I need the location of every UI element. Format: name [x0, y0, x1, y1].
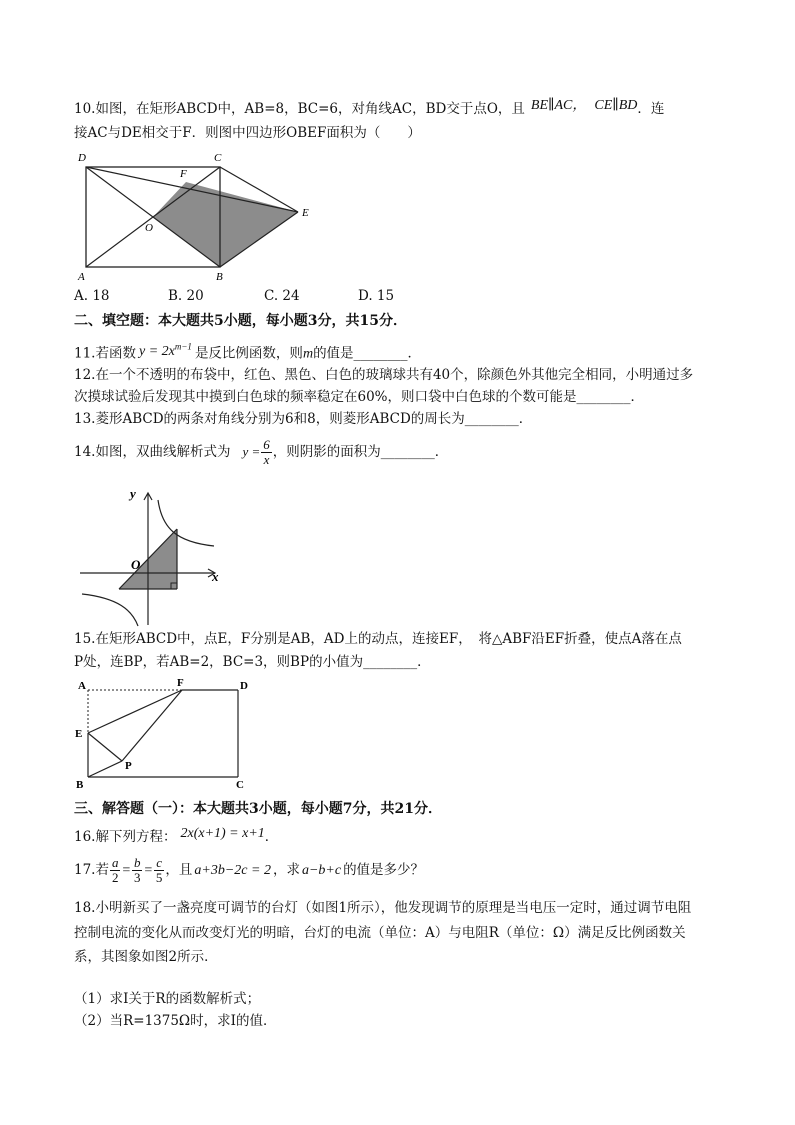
q17-frac2-num: b: [133, 855, 141, 870]
q10-option-c: C. 24: [264, 288, 300, 304]
q15-label-c: C: [236, 779, 244, 791]
q12-line1: 12.在一个不透明的布袋中，红色、黑色、白色的玻璃球共有40个，除颜色外其他完全相同，小明通过多: [74, 367, 694, 383]
q18-line2: 控制电流的变化从而改变灯光的明暗，台灯的电流（单位：A）与电阻R（单位：Ω）满足反比例函数关: [74, 925, 686, 941]
q10-text: 10.如图，在矩形ABCD中，AB=8，BC=6，对角线AC，BD交于点O，且: [74, 101, 525, 117]
q17-line: 17.若 $\frac{a}{2}$ = $\frac{b}{3}$ = $\frac{c}{5}$ ，且 a+3b−2c = 2 ，求 a−b+c 的值是多少？: [74, 855, 425, 885]
q14-hyperbola-lower: [82, 594, 138, 626]
q10-option-a: A. 18: [74, 288, 110, 304]
q15-label-a: A: [78, 680, 86, 692]
q10-label-a: A: [78, 271, 85, 283]
q11-m: m: [302, 346, 314, 362]
q17-text-4: 的值是多少？: [343, 862, 425, 878]
q16-text: 16.解下列方程：: [74, 829, 177, 845]
q10-line2: 接AC与DE相交于F．则图中四边形OBEF面积为（ ）: [74, 125, 421, 141]
q15-line2: P处，连BP，若AB=2，BC=3，则BP的小值为________．: [74, 654, 431, 670]
q17-expression: a−b+c: [301, 863, 342, 878]
q14-label-x: x: [212, 569, 219, 584]
q18-line1: 18.小明新买了一盏亮度可调节的台灯（如图1所示），他发现调节的原理是当电压一定时，通过调节电阻: [74, 900, 692, 916]
q12-line2: 次摸球试验后发现其中摸到白色球的频率稳定在60%，则口袋中白色球的个数可能是________．: [74, 389, 645, 405]
q17-frac1-den: 2: [111, 870, 119, 885]
q10-cond1: BE∥AC，: [530, 98, 587, 113]
q15-label-e: E: [75, 728, 83, 740]
q10-option-b: B. 20: [168, 288, 204, 304]
q16-equation: 2x(x+1) = x+1: [180, 826, 265, 841]
q11-text-3: 的值是________．: [313, 345, 422, 362]
q18-sub2: （2）当R=1375Ω时，求I的值．: [74, 1013, 277, 1029]
q14-figure: [74, 480, 234, 630]
q10-label-e: E: [302, 207, 309, 219]
q17-text-2: ，且: [165, 862, 193, 878]
q10-label-b: B: [216, 271, 223, 283]
q14-y: y =: [242, 444, 261, 459]
q15-label-d: D: [240, 680, 248, 692]
q10-label-d: D: [78, 152, 86, 164]
q17-text-3: ，求: [272, 862, 300, 878]
q15-segment-ef: [88, 690, 182, 733]
q10-option-d: D. 15: [358, 288, 395, 304]
q11-formula: y = 2x: [138, 343, 175, 359]
q15-segment-fp: [122, 690, 182, 761]
q14-label-y: y: [130, 486, 136, 501]
q11-text: 11.若函数: [74, 345, 136, 362]
q18-sub1: （1）求I关于R的函数解析式；: [74, 991, 261, 1007]
q17-text: 17.若: [74, 862, 109, 878]
q10-figure: [74, 146, 314, 286]
q10-line1: [74, 100, 664, 119]
q15-figure: [74, 675, 254, 793]
q10-shaded-region: [153, 182, 298, 267]
q10-label-f: F: [180, 168, 187, 180]
q14-line: [74, 432, 448, 472]
q14-text: 14.如图，双曲线解析式为: [74, 444, 231, 460]
q15-segment-ep: [88, 733, 122, 761]
q11-text-2: 是反比例函数，则: [194, 345, 303, 362]
q17-frac2-den: 3: [133, 870, 141, 885]
q14-hyperbola-upper: [158, 500, 214, 546]
q14-text-2: ，则阴影的面积为________．: [272, 444, 449, 460]
q14-denominator: x: [263, 452, 270, 467]
q17-frac1-num: a: [111, 855, 119, 870]
q13-line: 13.菱形ABCD的两条对角线分别为6和8，则菱形ABCD的周长为________．: [74, 411, 533, 427]
section-3-heading: 三、解答题（一）：本大题共3小题，每小题7分，共21分．: [74, 801, 442, 817]
q17-frac3-num: c: [154, 856, 165, 871]
q15-line1: 15.在矩形ABCD中，点E，F分别是AB，AD上的动点，连接EF， 将△ABF沿EF折叠，使点A落在点: [74, 631, 682, 647]
q15-label-p: P: [125, 760, 132, 772]
section-2-heading: 二、填空题：本大题共5小题，每小题3分，共15分．: [74, 313, 407, 329]
q11-exponent: m−1: [174, 341, 192, 351]
q15-label-b: B: [76, 779, 84, 791]
q14-numerator: 6: [263, 437, 270, 452]
q10-label-c: C: [214, 152, 222, 164]
q14-label-o: O: [131, 557, 141, 572]
q10-text-end: ．连: [637, 101, 665, 117]
q16-text-end: ．: [264, 829, 279, 845]
q17-equation: a+3b−2c = 2: [194, 863, 271, 878]
q15-segment-bp: [88, 761, 122, 777]
q16-line: [74, 828, 278, 847]
q15-label-f: F: [177, 677, 184, 689]
q17-frac3-den: 5: [155, 870, 163, 885]
q10-label-o: O: [145, 222, 153, 234]
q11-line: [74, 340, 421, 364]
q10-cond2: CE∥BD: [594, 98, 638, 113]
q18-line3: 系，其图象如图2所示．: [74, 949, 218, 965]
